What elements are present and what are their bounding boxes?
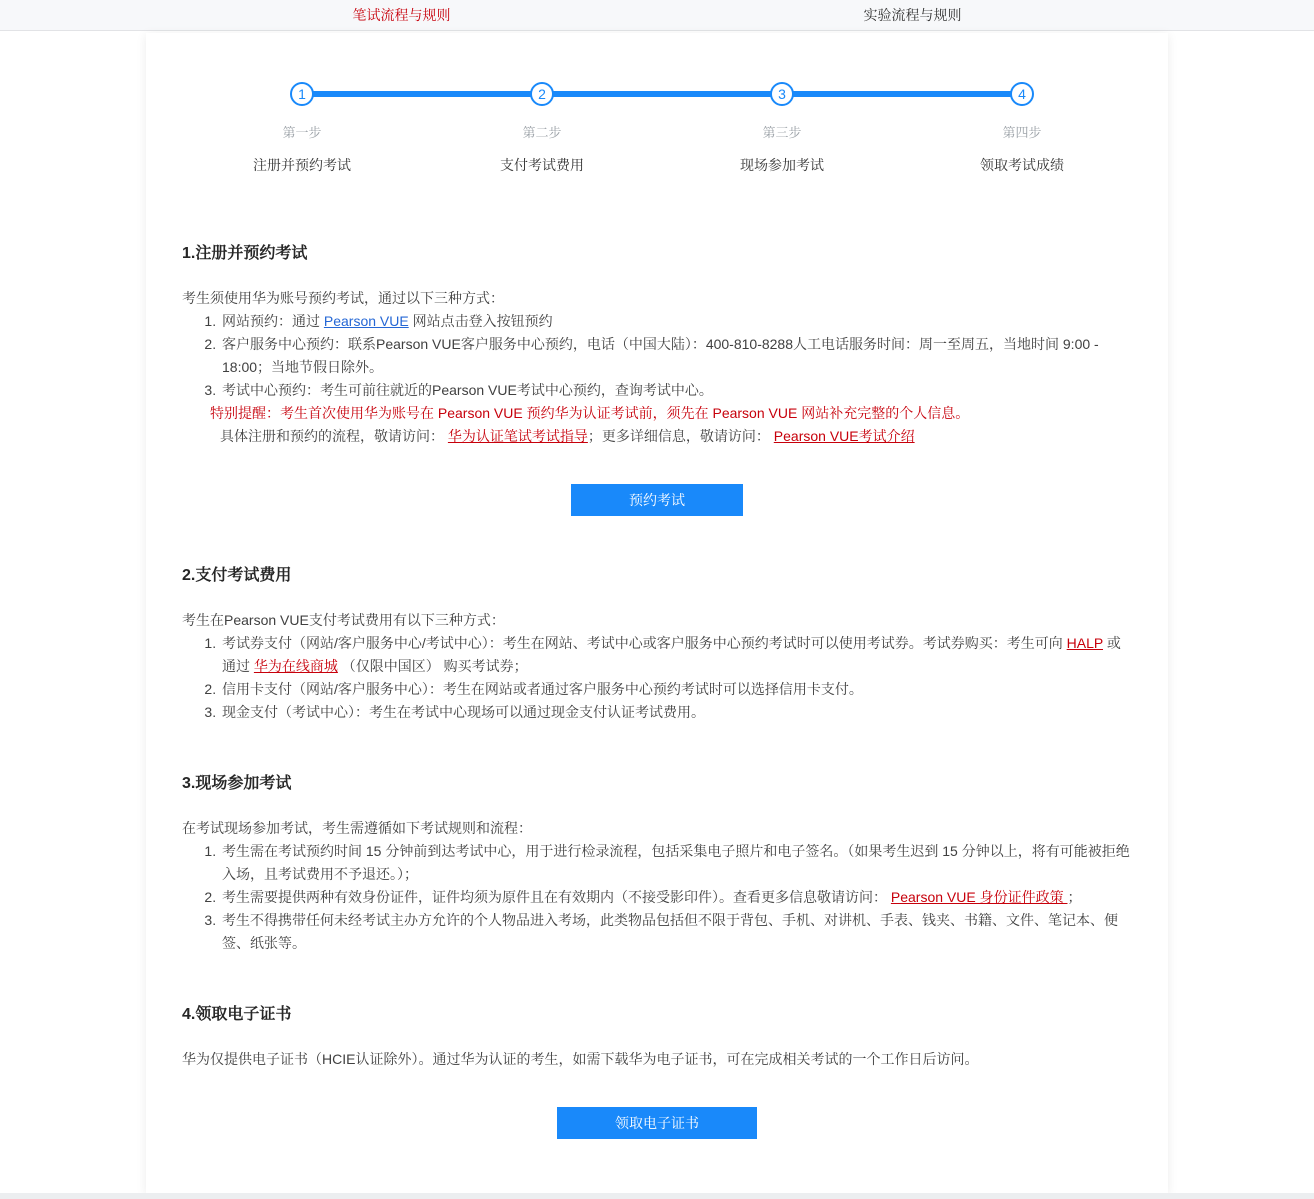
step-name: 领取考试成绩: [980, 157, 1064, 173]
text-segment: 或通过: [222, 635, 1121, 674]
section-notes: [182, 402, 1132, 448]
list-item: [220, 678, 1132, 701]
button-row: [182, 484, 1132, 516]
exam-stepper: [253, 82, 1064, 182]
list-item: [220, 886, 1132, 909]
stepper-line: [302, 91, 1022, 97]
text-segment: 考试券支付（网站/客户服务中心/考试中心）：考生在网站、考试中心或客户服务中心预约考试时可以使用考试券。考试券购买：考生可向: [222, 635, 1067, 651]
section-list: [182, 840, 1132, 955]
step-circle: 2: [530, 82, 554, 106]
section-attend: [182, 770, 1132, 955]
step-3: [740, 82, 824, 175]
step-sub-label: 第三步: [762, 125, 802, 140]
text-segment: （仅限中国区） 购买考试券；: [337, 658, 528, 674]
note-line: [220, 425, 1132, 448]
text-segment: 网站预约：通过: [222, 313, 324, 329]
tab-written-exam-process[interactable]: 笔试流程与规则: [352, 7, 451, 23]
text-segment: 考生需在考试预约时间 15 分钟前到达考试中心，用于进行检录流程，包括采集电子照片和电子签名。（如果考生迟到 15 分钟以上，将有可能被拒绝入场，且考试费用不予退还。）；: [222, 843, 1130, 882]
link-huawei-store[interactable]: 华为在线商城: [253, 658, 338, 674]
text-segment: 信用卡支付（网站/客户服务中心）：考生在网站或者通过客户服务中心预约考试时可以选择信用卡支付。: [222, 681, 863, 697]
section-register: [182, 240, 1132, 516]
link-halp[interactable]: HALP: [1066, 635, 1103, 651]
note-line: [210, 402, 1132, 425]
section-certificate: [182, 1001, 1132, 1139]
button-row: [182, 1107, 1132, 1139]
link-written-exam-guide[interactable]: 华为认证笔试考试指导: [447, 428, 588, 444]
section-intro: 考生在Pearson VUE支付考试费用有以下三种方式：: [182, 612, 505, 628]
text-segment: 网站点击登入按钮预约: [408, 313, 553, 329]
page-bottom-strip: [0, 1193, 1314, 1199]
section-heading: 4.领取电子证书: [182, 1006, 292, 1023]
step-sub-label: 第四步: [1002, 125, 1042, 140]
list-item: [220, 632, 1132, 678]
text-segment: 现金支付（考试中心）：考生在考试中心现场可以通过现金支付认证考试费用。: [222, 704, 705, 720]
reserve-exam-button[interactable]: 预约考试: [571, 484, 743, 516]
step-name: 支付考试费用: [499, 157, 584, 173]
link-pearson-vue[interactable]: Pearson VUE: [323, 313, 409, 329]
process-card: [146, 33, 1168, 1193]
tab-lab-exam-process[interactable]: 实验流程与规则: [863, 7, 962, 23]
list-item: [220, 379, 1132, 402]
text-segment: 考生不得携带任何未经考试主办方允许的个人物品进入考场，此类物品包括但不限于背包、手机、对讲机、手表、钱夹、书籍、文件、笔记本、便签、纸张等。: [222, 912, 1118, 951]
list-item: [220, 701, 1132, 724]
step-sub-label: 第一步: [282, 125, 322, 140]
step-circle: 3: [770, 82, 794, 106]
text-segment: 客户服务中心预约：联系Pearson VUE客户服务中心预约，电话（中国大陆）：400-810-8288人工电话服务时间：周一至周五，当地时间 9:00 - 18:00；当地节假日除外。: [222, 336, 1099, 375]
top-tab-bar: [0, 0, 1314, 31]
text-segment: ；: [1067, 889, 1082, 905]
section-list: [182, 632, 1132, 724]
step-sub-label: 第二步: [522, 125, 562, 140]
warning-text: 特别提醒：考生首次使用华为账号在 Pearson VUE 预约华为认证考试前，须先在 Pearson VUE 网站补充完整的个人信息。: [210, 405, 970, 421]
text-segment: ；更多详细信息，敬请访问：: [587, 428, 774, 444]
step-name: 现场参加考试: [740, 157, 824, 173]
step-4: [980, 82, 1064, 175]
text-segment: 考试中心预约：考生可前往就近的Pearson VUE考试中心预约，查询考试中心。: [222, 382, 713, 398]
list-item: [220, 909, 1132, 955]
link-id-policy[interactable]: Pearson VUE 身份证件政策: [890, 889, 1068, 905]
step-name: 注册并预约考试: [253, 157, 351, 173]
section-intro: 在考试现场参加考试，考生需遵循如下考试规则和流程：: [182, 820, 532, 836]
section-heading: 2.支付考试费用: [182, 567, 292, 584]
step-2: [500, 82, 584, 175]
section-heading: 3.现场参加考试: [182, 775, 292, 792]
list-item: [220, 840, 1132, 886]
top-tab-bar-inner: [146, 0, 1168, 30]
step-1: [253, 82, 351, 175]
get-certificate-button[interactable]: 领取电子证书: [557, 1107, 757, 1139]
section-list: [182, 310, 1132, 402]
link-pearson-vue-exam-intro[interactable]: Pearson VUE考试介绍: [773, 428, 915, 444]
list-item: [220, 310, 1132, 333]
text-segment: 具体注册和预约的流程，敬请访问：: [220, 428, 448, 444]
step-circle: 4: [1010, 82, 1034, 106]
section-heading: 1.注册并预约考试: [182, 245, 308, 262]
section-pay: [182, 562, 1132, 724]
section-intro: 华为仅提供电子证书（HCIE认证除外）。通过华为认证的考生，如需下载华为电子证书，可在完成相关考试的一个工作日后访问。: [182, 1051, 979, 1067]
list-item: [220, 333, 1132, 379]
text-segment: 考生需要提供两种有效身份证件，证件均须为原件且在有效期内（不接受影印件）。查看更多信息敬请访问：: [222, 889, 891, 905]
sections: [182, 240, 1132, 1139]
section-intro: 考生须使用华为账号预约考试，通过以下三种方式：: [182, 290, 504, 306]
step-circle: 1: [290, 82, 314, 106]
